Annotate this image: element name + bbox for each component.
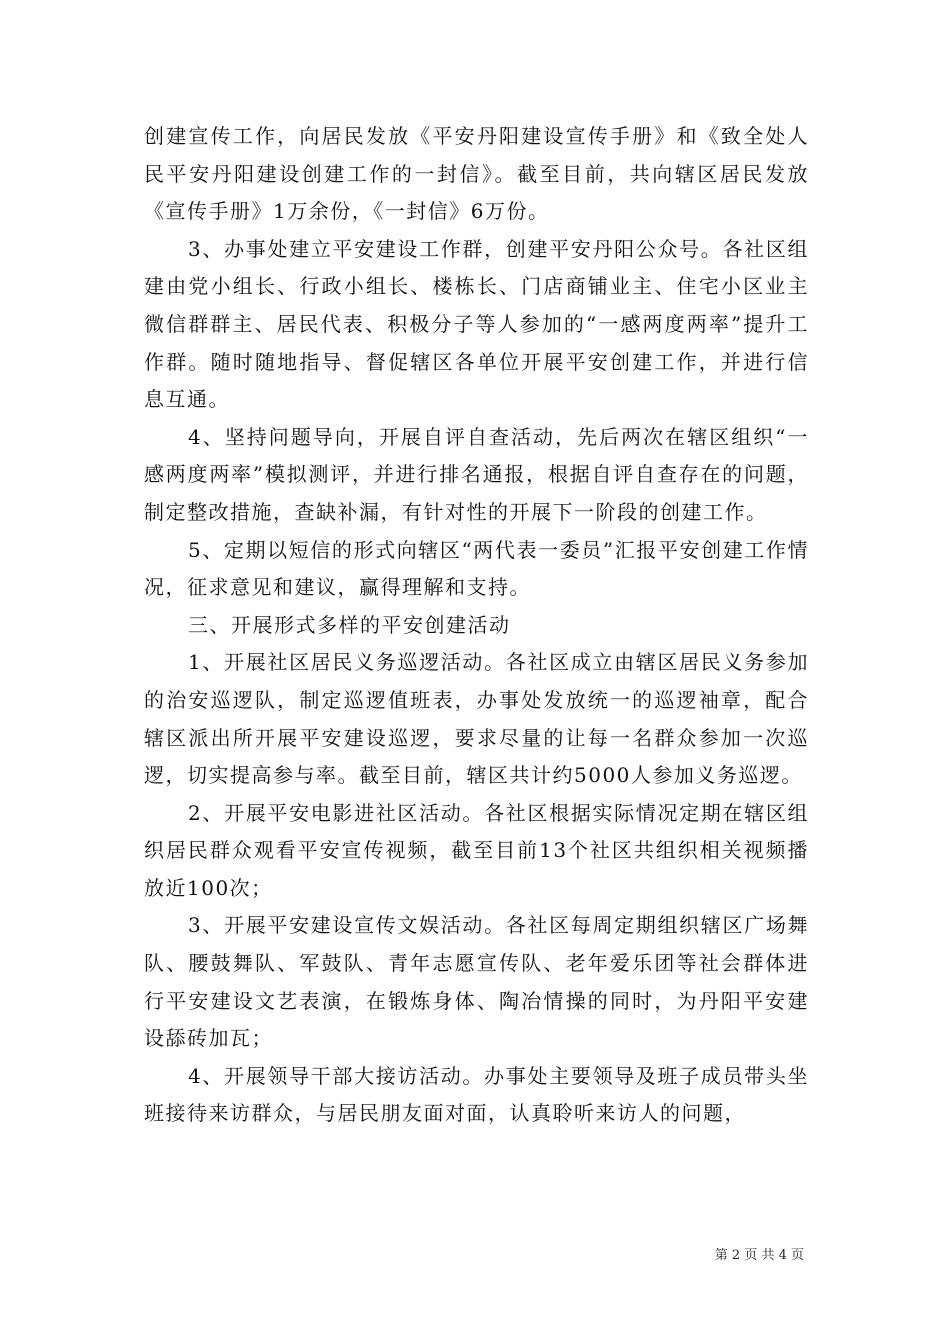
paragraph-2: 3、办事处建立平安建设工作群，创建平安丹阳公众号。各社区组建由党小组长、行政小组长、楼栋长、门店商铺业主、住宅小区业主微信群群主、居民代表、积极分子等人参加的“一感两度两率”提升工作群。随时随地指导、督促辖区各单位开展平安创建工作，并进行信息互通。 xyxy=(144,236,809,412)
paragraph-3: 4、坚持问题导向，开展自评自查活动，先后两次在辖区组织“一感两度两率”模拟测评，并进行排名通报，根据自评自查存在的问题，制定整改措施，查缺补漏，有针对性的开展下一阶段的创建工作。 xyxy=(144,424,809,524)
page-number: 第 2 页 共 4 页 xyxy=(714,1248,804,1263)
paragraph-7: 3、开展平安建设宣传文娱活动。各社区每周定期组织辖区广场舞队、腰鼓舞队、军鼓队、青年志愿宣传队、老年爱乐团等社会群体进行平安建设文艺表演，在锻炼身体、陶冶情操的同时，为丹阳平安建设舔砖加瓦； xyxy=(144,913,809,1051)
paragraph-8: 4、开展领导干部大接访活动。办事处主要领导及班子成员带头坐班接待来访群众，与居民朋友面对面，认真聆听来访人的问题， xyxy=(144,1063,809,1126)
section-heading: 三、开展形式多样的平安创建活动 xyxy=(188,612,511,637)
paragraph-6: 2、开展平安电影进社区活动。各社区根据实际情况定期在辖区组织居民群众观看平安宣传视频，截至目前13个社区共组织相关视频播放近100次； xyxy=(144,800,809,900)
paragraph-4: 5、定期以短信的形式向辖区“两代表一委员”汇报平安创建工作情况，征求意见和建议，赢得理解和支持。 xyxy=(144,537,809,600)
document-body xyxy=(144,118,809,1133)
paragraph-1: 创建宣传工作，向居民发放《平安丹阳建设宣传手册》和《致全处人民平安丹阳建设创建工作的一封信》。截至目前，共向辖区居民发放《宣传手册》1万余份，《一封信》6万份。 xyxy=(144,124,809,224)
paragraph-5: 1、开展社区居民义务巡逻活动。各社区成立由辖区居民义务参加的治安巡逻队，制定巡逻值班表，办事处发放统一的巡逻袖章，配合辖区派出所开展平安建设巡逻，要求尽量的让每一名群众参加一次巡逻，切实提高参与率。截至目前，辖区共计约5000人参加义务巡逻。 xyxy=(144,650,809,788)
